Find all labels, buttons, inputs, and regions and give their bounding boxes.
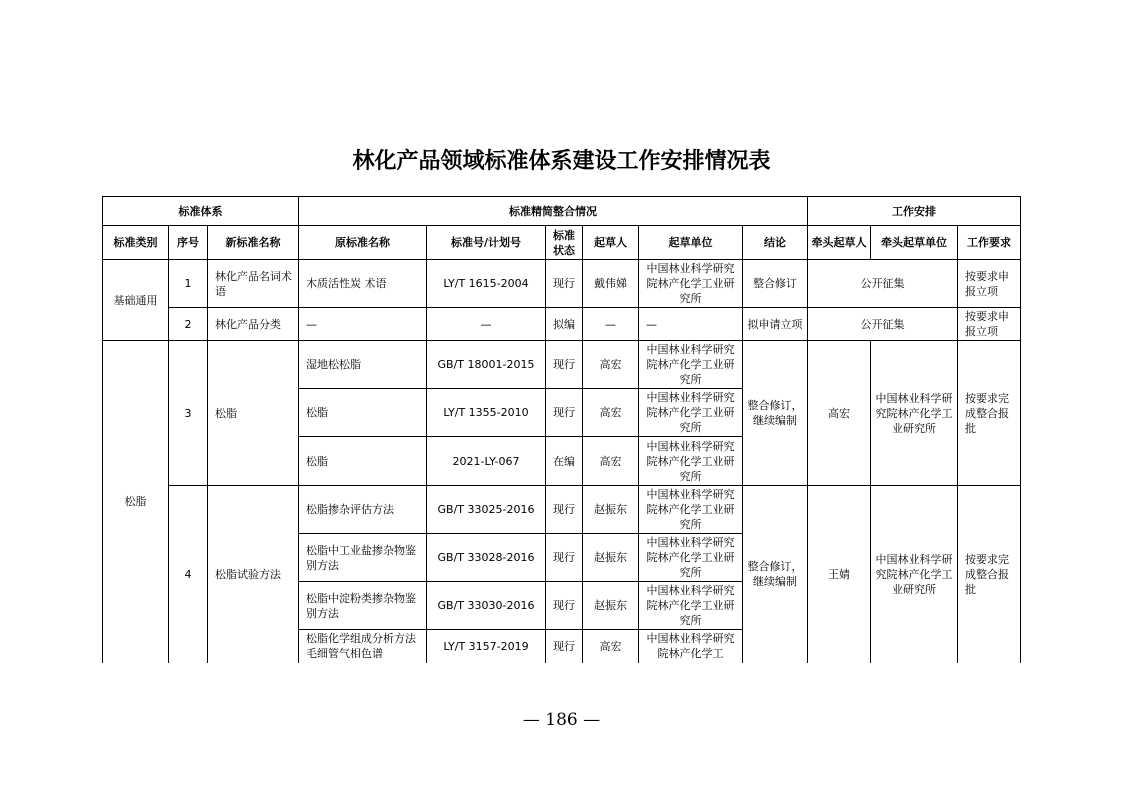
col-header-drafter: 起草人 [583,226,639,260]
old-name-cell: 松脂中工业盐掺杂物鉴别方法 [299,534,427,582]
col-header-seq: 序号 [169,226,208,260]
code-cell: GB/T 33025-2016 [427,486,546,534]
unit-cell: 中国林业科学研究院林产化学工 [639,630,743,663]
requirement-cell: 按要求申报立项 [958,308,1021,341]
col-header-old-name: 原标准名称 [299,226,427,260]
drafter-cell: 赵振东 [583,582,639,630]
seq-cell: 1 [169,260,208,308]
header-group-work-arrangement: 工作安排 [808,197,1021,226]
lead-drafter-cell: 王婧 [808,486,871,663]
old-name-cell: 松脂化学组成分析方法 毛细管气相色谱 [299,630,427,663]
old-name-cell: 松脂掺杂评估方法 [299,486,427,534]
col-header-lead-drafter: 牵头起草人 [808,226,871,260]
col-header-status: 标准状态 [546,226,583,260]
old-name-cell: 木质活性炭 术语 [299,260,427,308]
page-number: — 186 — [522,710,601,730]
old-name-cell: — [299,308,427,341]
lead-unit-cell: 中国林业科学研究院林产化学工业研究所 [871,486,958,663]
drafter-cell: 赵振东 [583,534,639,582]
drafter-cell: — [583,308,639,341]
col-header-requirement: 工作要求 [958,226,1021,260]
old-name-cell: 松脂 [299,437,427,486]
drafter-cell: 赵振东 [583,486,639,534]
old-name-cell: 湿地松松脂 [299,341,427,389]
code-cell: LY/T 3157-2019 [427,630,546,663]
requirement-cell: 按要求申报立项 [958,260,1021,308]
seq-cell: 4 [169,486,208,663]
header-group-row [103,197,1021,226]
standards-table [102,196,1021,663]
seq-cell: 2 [169,308,208,341]
table-row [103,341,1021,389]
unit-cell: — [639,308,743,341]
code-cell: GB/T 33030-2016 [427,582,546,630]
status-cell: 在编 [546,437,583,486]
conclusion-cell: 拟申请立项 [743,308,808,341]
status-cell: 现行 [546,582,583,630]
unit-cell: 中国林业科学研究院林产化学工业研究所 [639,341,743,389]
header-row [103,226,1021,260]
col-header-lead-unit: 牵头起草单位 [871,226,958,260]
category-cell: 松脂 [103,341,169,663]
status-cell: 现行 [546,341,583,389]
status-cell: 现行 [546,389,583,437]
unit-cell: 中国林业科学研究院林产化学工业研究所 [639,389,743,437]
drafter-cell: 高宏 [583,630,639,663]
code-cell: GB/T 33028-2016 [427,534,546,582]
unit-cell: 中国林业科学研究院林产化学工业研究所 [639,534,743,582]
code-cell: LY/T 1355-2010 [427,389,546,437]
col-header-category: 标准类别 [103,226,169,260]
requirement-cell: 按要求完成整合报批 [958,486,1021,663]
code-cell: LY/T 1615-2004 [427,260,546,308]
table-row [103,308,1021,341]
unit-cell: 中国林业科学研究院林产化学工业研究所 [639,582,743,630]
lead-drafter-cell: 高宏 [808,341,871,486]
status-cell: 现行 [546,630,583,663]
arrangement-cell: 公开征集 [808,260,958,308]
new-name-cell: 松脂 [208,341,299,486]
col-header-unit: 起草单位 [639,226,743,260]
conclusion-cell: 整合修订，继续编制 [743,486,808,663]
new-name-cell: 林化产品名词术语 [208,260,299,308]
drafter-cell: 高宏 [583,389,639,437]
conclusion-cell: 整合修订 [743,260,808,308]
code-cell: GB/T 18001-2015 [427,341,546,389]
status-cell: 现行 [546,534,583,582]
col-header-conclusion: 结论 [743,226,808,260]
unit-cell: 中国林业科学研究院林产化学工业研究所 [639,260,743,308]
table-row [103,486,1021,534]
status-cell: 现行 [546,260,583,308]
old-name-cell: 松脂中淀粉类掺杂物鉴别方法 [299,582,427,630]
conclusion-cell: 整合修订，继续编制 [743,341,808,486]
arrangement-cell: 公开征集 [808,308,958,341]
col-header-new-name: 新标准名称 [208,226,299,260]
old-name-cell: 松脂 [299,389,427,437]
table-row [103,260,1021,308]
requirement-cell: 按要求完成整合报批 [958,341,1021,486]
code-cell: — [427,308,546,341]
header-group-consolidation: 标准精简整合情况 [299,197,808,226]
status-cell: 现行 [546,486,583,534]
document-title: 林化产品领域标准体系建设工作安排情况表 [352,148,771,174]
col-header-code: 标准号/计划号 [427,226,546,260]
unit-cell: 中国林业科学研究院林产化学工业研究所 [639,486,743,534]
header-group-standard-system: 标准体系 [103,197,299,226]
code-cell: 2021-LY-067 [427,437,546,486]
status-cell: 拟编 [546,308,583,341]
new-name-cell: 林化产品分类 [208,308,299,341]
drafter-cell: 高宏 [583,341,639,389]
drafter-cell: 戴伟娣 [583,260,639,308]
unit-cell: 中国林业科学研究院林产化学工业研究所 [639,437,743,486]
new-name-cell: 松脂试验方法 [208,486,299,663]
lead-unit-cell: 中国林业科学研究院林产化学工业研究所 [871,341,958,486]
drafter-cell: 高宏 [583,437,639,486]
seq-cell: 3 [169,341,208,486]
category-cell: 基础通用 [103,260,169,341]
